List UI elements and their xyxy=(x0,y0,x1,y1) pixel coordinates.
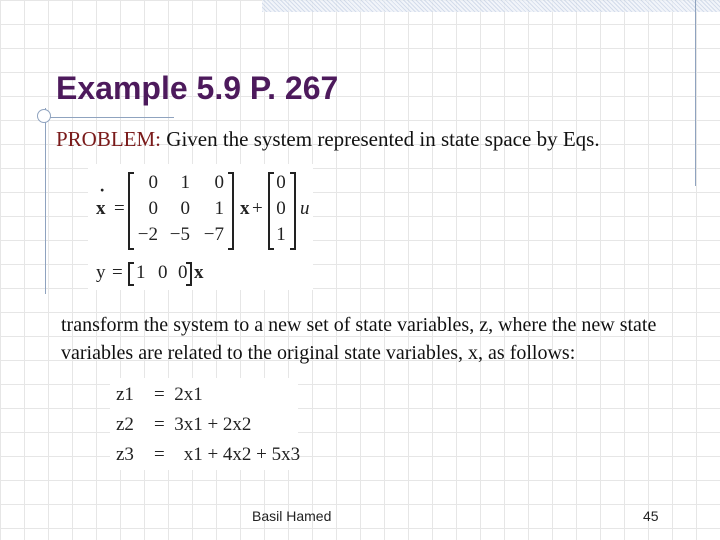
transformation-equations xyxy=(110,378,301,470)
matrix-a-cell: −5 xyxy=(169,224,190,245)
matrix-a-cell: 1 xyxy=(180,172,190,193)
matrix-c-cell: 1 xyxy=(136,262,146,283)
matrix-a-right-bracket xyxy=(228,172,234,250)
matrix-a-cell: 0 xyxy=(214,172,224,193)
transformation-lhs: z1 xyxy=(116,384,134,405)
matrix-b-right-bracket xyxy=(290,172,296,250)
matrix-a-cell: 0 xyxy=(180,198,190,219)
decorative-title-underline xyxy=(44,117,174,118)
matrix-a-cell: 1 xyxy=(214,198,224,219)
matrix-c-right-bracket xyxy=(186,262,192,286)
decorative-top-bar xyxy=(262,0,720,12)
matrix-a-cell: 0 xyxy=(148,198,158,219)
state-derivative: ˙ x xyxy=(96,198,106,220)
transformation-lhs: z3 xyxy=(116,444,134,465)
transformation-row: z1 = 2x1 xyxy=(116,384,203,405)
problem-label: PROBLEM: xyxy=(56,127,162,151)
output-equals: = xyxy=(112,262,123,283)
transform-description: transform the system to a new set of state variables, z, where the new state variables are related to the original state variables, x, as follows: xyxy=(61,314,657,364)
plus-sign: + xyxy=(252,198,263,219)
matrix-b-cell: 0 xyxy=(276,172,286,193)
decorative-right-rule xyxy=(695,0,696,186)
transformation-rhs: x1 + 4x2 + 5x3 xyxy=(183,444,301,465)
slide-title: Example 5.9 P. 267 xyxy=(56,70,339,106)
matrix-a-cell: −2 xyxy=(137,224,158,245)
output-y: y xyxy=(96,262,106,283)
state-vector: x xyxy=(240,198,250,219)
state-space-equations xyxy=(88,164,313,290)
transformation-rhs: 3x1 + 2x2 xyxy=(174,414,252,435)
output-state-vector: x xyxy=(194,262,204,283)
state-equals: = xyxy=(114,198,125,219)
matrix-c-cell: 0 xyxy=(158,262,168,283)
matrix-b-cell: 1 xyxy=(276,224,286,245)
matrix-b-cell: 0 xyxy=(276,198,286,219)
matrix-a-cell: −7 xyxy=(203,224,224,245)
decorative-circle xyxy=(37,109,51,123)
matrix-a-cell: 0 xyxy=(148,172,158,193)
problem-statement xyxy=(56,127,600,152)
matrix-c-cell: 0 xyxy=(178,262,188,283)
page-number: 45 xyxy=(643,508,659,524)
transformation-row: z2 = 3x1 + 2x2 xyxy=(116,414,252,435)
matrix-c-left-bracket xyxy=(128,262,134,286)
decorative-left-rule xyxy=(45,108,46,294)
problem-text: Given the system represented in state space by Eqs. xyxy=(161,127,600,151)
transformation-lhs: z2 xyxy=(116,414,134,435)
transformation-rhs: 2x1 xyxy=(174,384,203,405)
input-u: u xyxy=(300,198,310,219)
footer-author: Basil Hamed xyxy=(252,508,332,524)
transformation-row: z3 = x1 + 4x2 + 5x3 xyxy=(116,444,301,465)
